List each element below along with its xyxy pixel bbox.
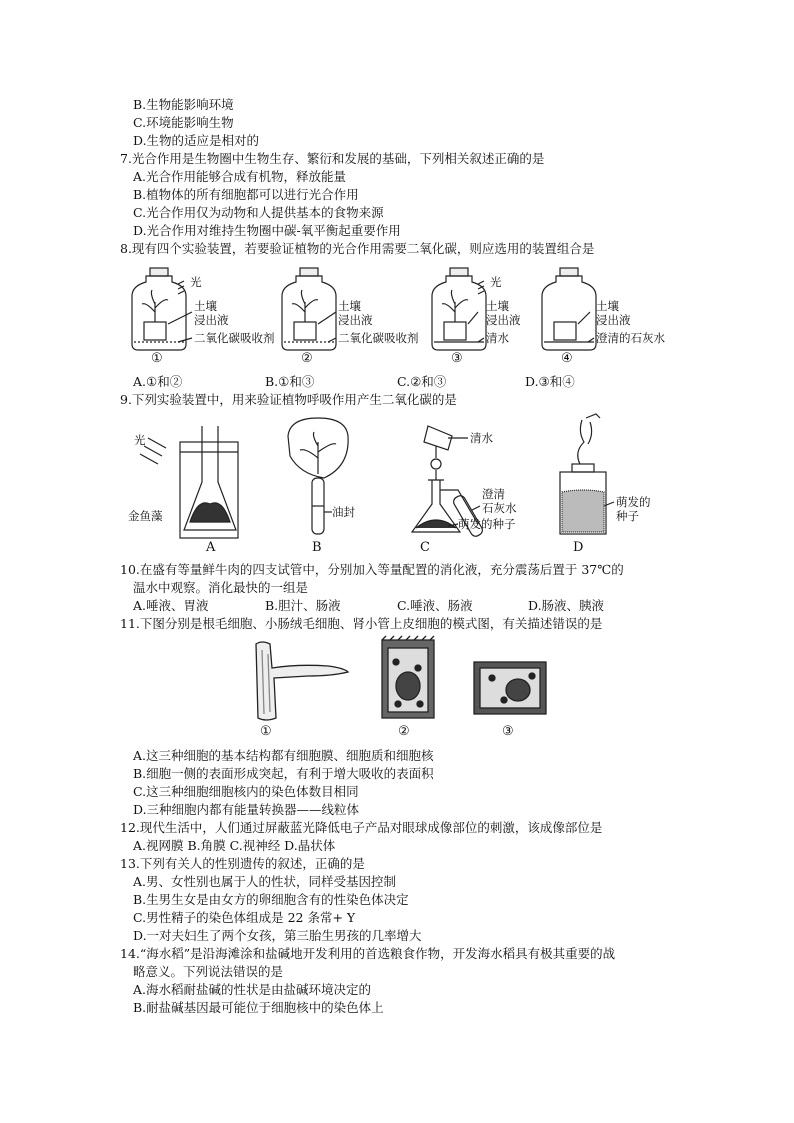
q9-oil: 油封 [332,505,355,519]
q10-option-d: D.肠液、胰液 [528,598,605,613]
q12-stem: 12.现代生活中，人们通过屏蔽蓝光降低电子产品对眼球成像部位的刺激，该成像部位是 [120,820,603,835]
q7-option-b: B.植物体的所有细胞都可以进行光合作用 [133,187,359,202]
q11-option-c: C.这三种细胞细胞核内的染色体数目相同 [133,784,359,799]
q8-num-2: ② [301,351,313,366]
q9-water: 清水 [470,431,493,445]
q13-option-d: D.一对夫妇生了两个女孩，第三胎生男孩的几率增大 [133,928,422,943]
q14-stem-2: 略意义。下列说法错误的是 [133,964,284,979]
q14-option-a: A.海水稻耐盐碱的性状是由盐碱环境决定的 [133,982,372,997]
q9-letter-a: A [206,540,216,555]
q8-num-4: ④ [561,351,573,366]
q8-num-1: ① [151,351,163,366]
q7-option-a: A.光合作用能够合成有机物，释放能量 [133,169,347,184]
q8-figure [128,262,688,370]
q8-option-a: A.①和② [133,374,183,389]
q13-option-a: A.男、女性别也属于人的性状，同样受基因控制 [133,874,397,889]
q9-limewater-2: 石灰水 [482,501,517,515]
q8-soil-4: 土壤 [596,299,619,313]
q7-stem: 7.光合作用是生物圈中生物生存、繁衍和发展的基础，下列相关叙述正确的是 [120,151,545,166]
q13-option-c: C.男性精子的染色体组成是 22 条常+ Y [133,910,356,925]
q10-option-c: C.唾液、肠液 [397,598,473,613]
q8-limewater-4: 澄清的石灰水 [596,331,665,345]
q10-stem-2: 温水中观察。消化最快的一组是 [133,580,309,595]
q8-absorbent-2: 二氧化碳吸收剂 [338,331,419,345]
q8-num-3: ③ [451,351,463,366]
q8-soil-3: 土壤 [486,299,509,313]
q12-options: A.视网膜 B.角膜 C.视神经 D.晶状体 [133,838,336,853]
q9-algae: 金鱼藻 [128,509,163,523]
q9-letter-c: C [420,540,430,555]
q8-option-d: D.③和④ [525,374,575,389]
q10-stem-1: 10.在盛有等量鲜牛肉的四支试管中，分别加入等量配置的消化液，充分震荡后置于 37℃的 [120,562,624,577]
q8-option-b: B.①和③ [265,374,315,389]
q11-option-b: B.细胞一侧的表面形成突起，有利于增大吸收的表面积 [133,766,434,781]
q6-option-b: B.生物能影响环境 [133,97,234,112]
q8-light-1: 光 [190,275,202,289]
q14-stem-1: 14.“海水稻”是沿海滩涂和盐碱地开发利用的首选粮食作物，开发海水稻具有极其重要的战 [120,946,616,961]
apparatus-drawings [128,412,668,560]
q9-letter-b: B [312,540,322,555]
q8-absorbent-1: 二氧化碳吸收剂 [194,331,275,345]
q8-soil-2: 土壤 [338,299,361,313]
q9-stem: 9.下列实验装置中，用来验证植物呼吸作用产生二氧化碳的是 [120,392,457,407]
q8-soil-1: 土壤 [194,299,217,313]
q10-option-a: A.唾液、胃液 [133,598,209,613]
q8-option-c: C.②和③ [397,374,447,389]
q7-option-c: C.光合作用仅为动物和人提供基本的食物来源 [133,205,384,220]
q8-light-3: 光 [490,275,502,289]
q6-option-c: C.环境能影响生物 [133,115,234,130]
q13-option-b: B.生男生女是由女方的卵细胞含有的性染色体决定 [133,892,409,907]
q7-option-d: D.光合作用对维持生物圈中碳-氧平衡起重要作用 [133,223,401,238]
q9-seeds-d-1: 萌发的 [616,495,651,509]
q8-extract-2: 浸出液 [338,313,373,327]
q9-figure [128,412,668,560]
q9-seeds-c: 萌发的种子 [458,517,516,531]
q14-option-b: B.耐盐碱基因最可能位于细胞核中的染色体上 [133,1000,384,1015]
q10-option-b: B.胆汁、肠液 [265,598,341,613]
q11-stem: 11.下图分别是根毛细胞、小肠绒毛细胞、肾小管上皮细胞的模式图，有关描述错误的是 [120,616,603,631]
q11-num-2: ② [398,724,410,739]
q11-num-3: ③ [502,724,514,739]
q8-water-3: 清水 [486,331,509,345]
q8-extract-1: 浸出液 [194,313,229,327]
q11-num-1: ① [260,724,272,739]
q9-seeds-d-2: 种子 [616,509,639,523]
q8-stem: 8.现有四个实验装置，若要验证植物的光合作用需要二氧化碳，则应选用的装置组合是 [120,241,595,256]
q13-stem: 13.下列有关人的性别遗传的叙述，正确的是 [120,856,365,871]
q9-letter-d: D [573,540,584,555]
q11-option-d: D.三种细胞内都有能量转换器——线粒体 [133,802,360,817]
q11-option-a: A.这三种细胞的基本结构都有细胞膜、细胞质和细胞核 [133,748,434,763]
q8-extract-3: 浸出液 [486,313,521,327]
q9-light: 光 [134,433,146,447]
q6-option-d: D.生物的适应是相对的 [133,133,260,148]
q8-extract-4: 浸出液 [596,313,631,327]
q9-limewater-1: 澄清 [482,487,505,501]
q11-figure [248,634,558,744]
